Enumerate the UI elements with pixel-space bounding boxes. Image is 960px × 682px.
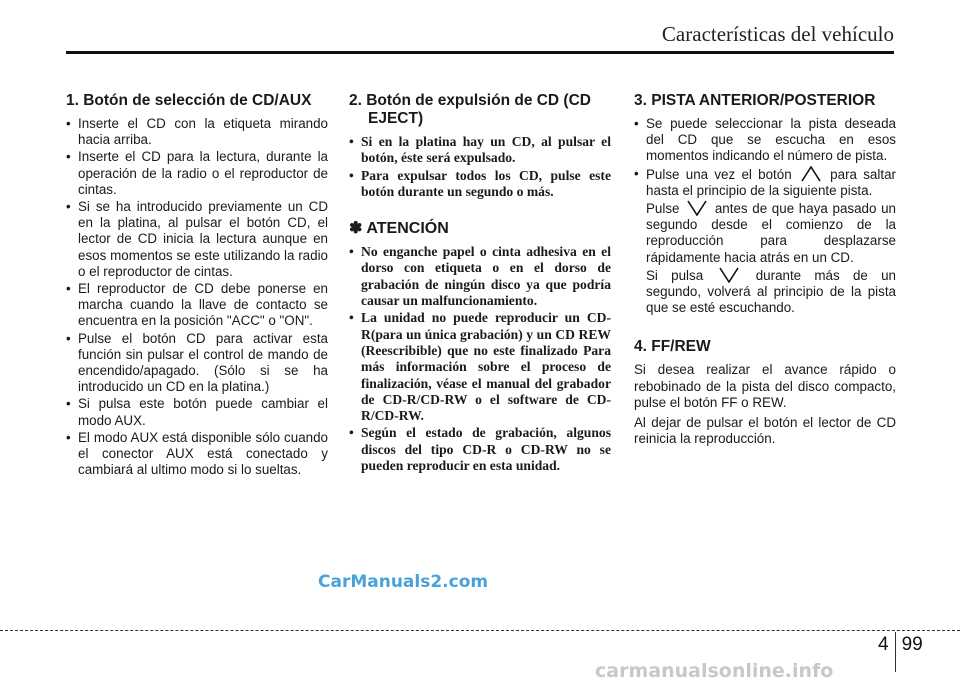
section-2-list — [349, 134, 611, 200]
list-item — [634, 166, 896, 317]
section-3-heading: 3. PISTA ANTERIOR/POSTERIOR — [634, 92, 876, 109]
item-text: durante más de un segundo, volverá al principio de la pista que se esté escuchando. — [646, 267, 896, 316]
list-item: • Según el estado de grabación, algunos discos del tipo CD-R o CD-RW no se pueden reproducir en esta unidad. — [349, 425, 611, 474]
paragraph: Si desea realizar el avance rápido o rebobinado de la pista del disco compacto, pulse el botón FF o REW. — [634, 362, 896, 410]
page-number — [878, 634, 923, 674]
item-text: para saltar hasta el principio de la siguiente pista. — [646, 166, 896, 198]
list-item: • Si en la platina hay un CD, al pulsar el botón, éste será expulsado. — [349, 134, 611, 167]
column-3 — [634, 92, 896, 451]
attention-heading — [349, 218, 611, 238]
section-4-heading: 4. FF/REW — [634, 338, 711, 356]
page-header-title: Características del vehículo — [661, 22, 894, 46]
attention-list — [349, 244, 611, 474]
header-rule — [66, 51, 894, 54]
attention-heading-text: ATENCIÓN — [366, 220, 449, 238]
sub-paragraph — [646, 200, 896, 266]
item-text: Si pulsa — [646, 267, 704, 283]
list-item: • Pulse el botón CD para activar esta función sin pulsar el control de mando de encendido/apagado. (Sólo si se ha introducido un CD en la platina.) — [66, 331, 328, 396]
list-item: • Inserte el CD para la lectura, durante la operación de la radio o el reproductor de cintas. — [66, 149, 328, 198]
paragraph: Al dejar de pulsar el botón el lector de CD reinicia la reproducción. — [634, 415, 896, 447]
list-item: • Para expulsar todos los CD, pulse este botón durante un segundo o más. — [349, 168, 611, 201]
list-item: • Si se ha introducido previamente un CD en la platina, al pulsar el botón CD, el lector de CD inicia la lectura aunque en esos momentos se este utilizando la radio o el reproductor de cintas. — [66, 199, 328, 280]
item-text: Pulse — [646, 201, 680, 217]
asterisk-icon: ✽ — [349, 220, 363, 238]
watermark-link[interactable]: CarManuals2.com — [318, 572, 489, 592]
list-item: • Inserte el CD con la etiqueta mirando hacia arriba. — [66, 116, 328, 148]
column-2 — [349, 92, 611, 475]
footer-rule — [0, 630, 960, 631]
section-3-list — [634, 116, 896, 316]
item-text: Pulse una vez el botón — [646, 166, 792, 182]
section-1-list — [66, 116, 328, 478]
bottom-watermark: carmanualsonline.info — [595, 660, 834, 682]
item-text: antes de que haya pasado un segundo desde el comienzo de la reproducción para desplazarse rápidamente hacia atrás en un CD. — [646, 201, 896, 265]
page-number-value: 99 — [901, 634, 923, 655]
list-item: • No enganche papel o cinta adhesiva en el dorso con etiqueta o en el dorso de grabación de ningún disco ya que podría causar un malfuncionamiento. — [349, 244, 611, 309]
list-item: • Se puede seleccionar la pista deseada del CD que se escucha en esos momentos indicando el número de pista. — [634, 116, 896, 165]
chapter-number: 4 — [878, 634, 889, 655]
list-item: • El reproductor de CD debe ponerse en marcha cuando la llave de contacto se encuentra en la posición "ACC" o "ON". — [66, 281, 328, 330]
section-1-heading: 1. Botón de selección de CD/AUX — [66, 92, 312, 109]
page-number-divider — [895, 632, 896, 672]
list-item: • El modo AUX está disponible sólo cuando el conector AUX está conectado y cambiará al ultimo modo si lo sueltas. — [66, 430, 328, 479]
chevron-up-icon — [800, 166, 822, 182]
chevron-down-icon — [718, 267, 740, 283]
chevron-down-icon — [686, 200, 708, 216]
list-item: • Si pulsa este botón puede cambiar el modo AUX. — [66, 396, 328, 428]
section-2-heading: 2. Botón de expulsión de CD (CD EJECT) — [349, 92, 591, 127]
sub-paragraph — [646, 267, 896, 317]
list-item: • La unidad no puede reproducir un CD-R(para un única grabación) y un CD REW (Reescribible) que no este finalizado Para más información sobre el proceso de finalización, véase el manual del grabador de CD-R/CD-RW o el software de CD-R/CD-RW. — [349, 310, 611, 424]
column-1 — [66, 92, 328, 479]
